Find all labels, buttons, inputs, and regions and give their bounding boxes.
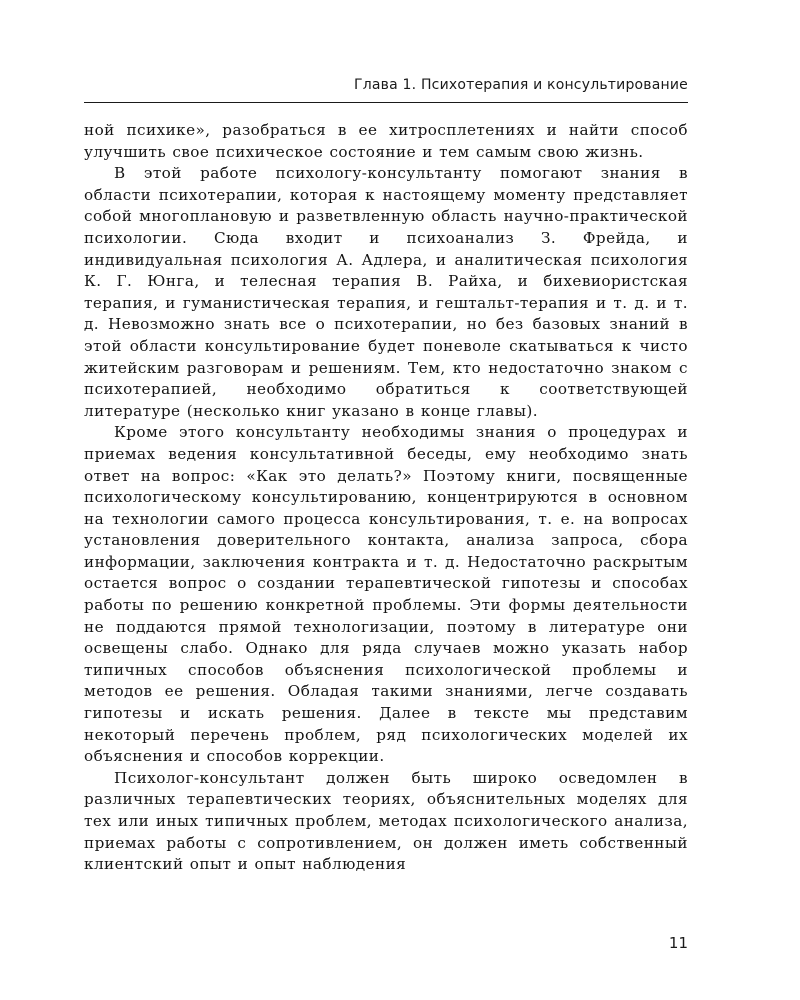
paragraph: Психолог-консультант должен быть широко осведомлен в различных терапевтических теориях, объяснительных моделях для тех или иных типичных проблем, методах психологического анализа, приемах работы с сопротивлением, он должен иметь собственный клиентский опыт и опыт наблюдения [84, 768, 688, 874]
body-text [84, 120, 688, 876]
paragraph: В этой работе психологу-консультанту помогают знания в области психотерапии, которая к настоящему моменту представляет собой многоплановую и разветвленную область научно-практической психологии. Сюда входит и психоанализ З. Фрейда, и индивидуальная психология А. Адлера, и аналитическая психология К. Г. Юнга, и телесная терапия В. Райха, и бихевиористская терапия, и гуманистическая терапия, и гештальт-терапия и т. д. и т. д. Невозможно знать все о психотерапии, но без базовых знаний в этой области консультирование будет поневоле скатываться к чисто житейским разговорам и решениям. Тем, кто недостаточно знаком с психотерапией, необходимо обратиться к соответствующей литературе (несколько книг указано в конце главы). [84, 164, 688, 420]
running-head-chapter-title: Глава 1. Психотерапия и консультирование [354, 77, 688, 93]
paragraph-continued: ной психике», разобраться в ее хитросплетениях и найти способ улучшить свое психическое состояние и тем самым свою жизнь. [84, 121, 688, 161]
header-rule [84, 102, 688, 103]
page-number: 11 [668, 934, 688, 952]
paragraph: Кроме этого консультанту необходимы знания о процедурах и приемах ведения консультативной беседы, ему необходимо знать ответ на вопрос: «Как это делать?» Поэтому книги, посвященные психологическому консультированию, концентрируются в основном на технологии самого процесса консультирования, т. е. на вопросах установления доверительного контакта, анализа запроса, сбора информации, заключения контракта и т. д. Недостаточно раскрытым остается вопрос о создании терапевтической гипотезы и способах работы по решению конкретной проблемы. Эти формы деятельности не поддаются прямой технологизации, поэтому в литературе они освещены слабо. Однако для ряда случаев можно указать набор типичных способов объяснения психологической проблемы и методов ее решения. Обладая такими знаниями, легче создавать гипотезы и искать решения. Далее в тексте мы представим некоторый перечень проблем, ряд психологических моделей их объяснения и способов коррекции. [84, 423, 688, 766]
